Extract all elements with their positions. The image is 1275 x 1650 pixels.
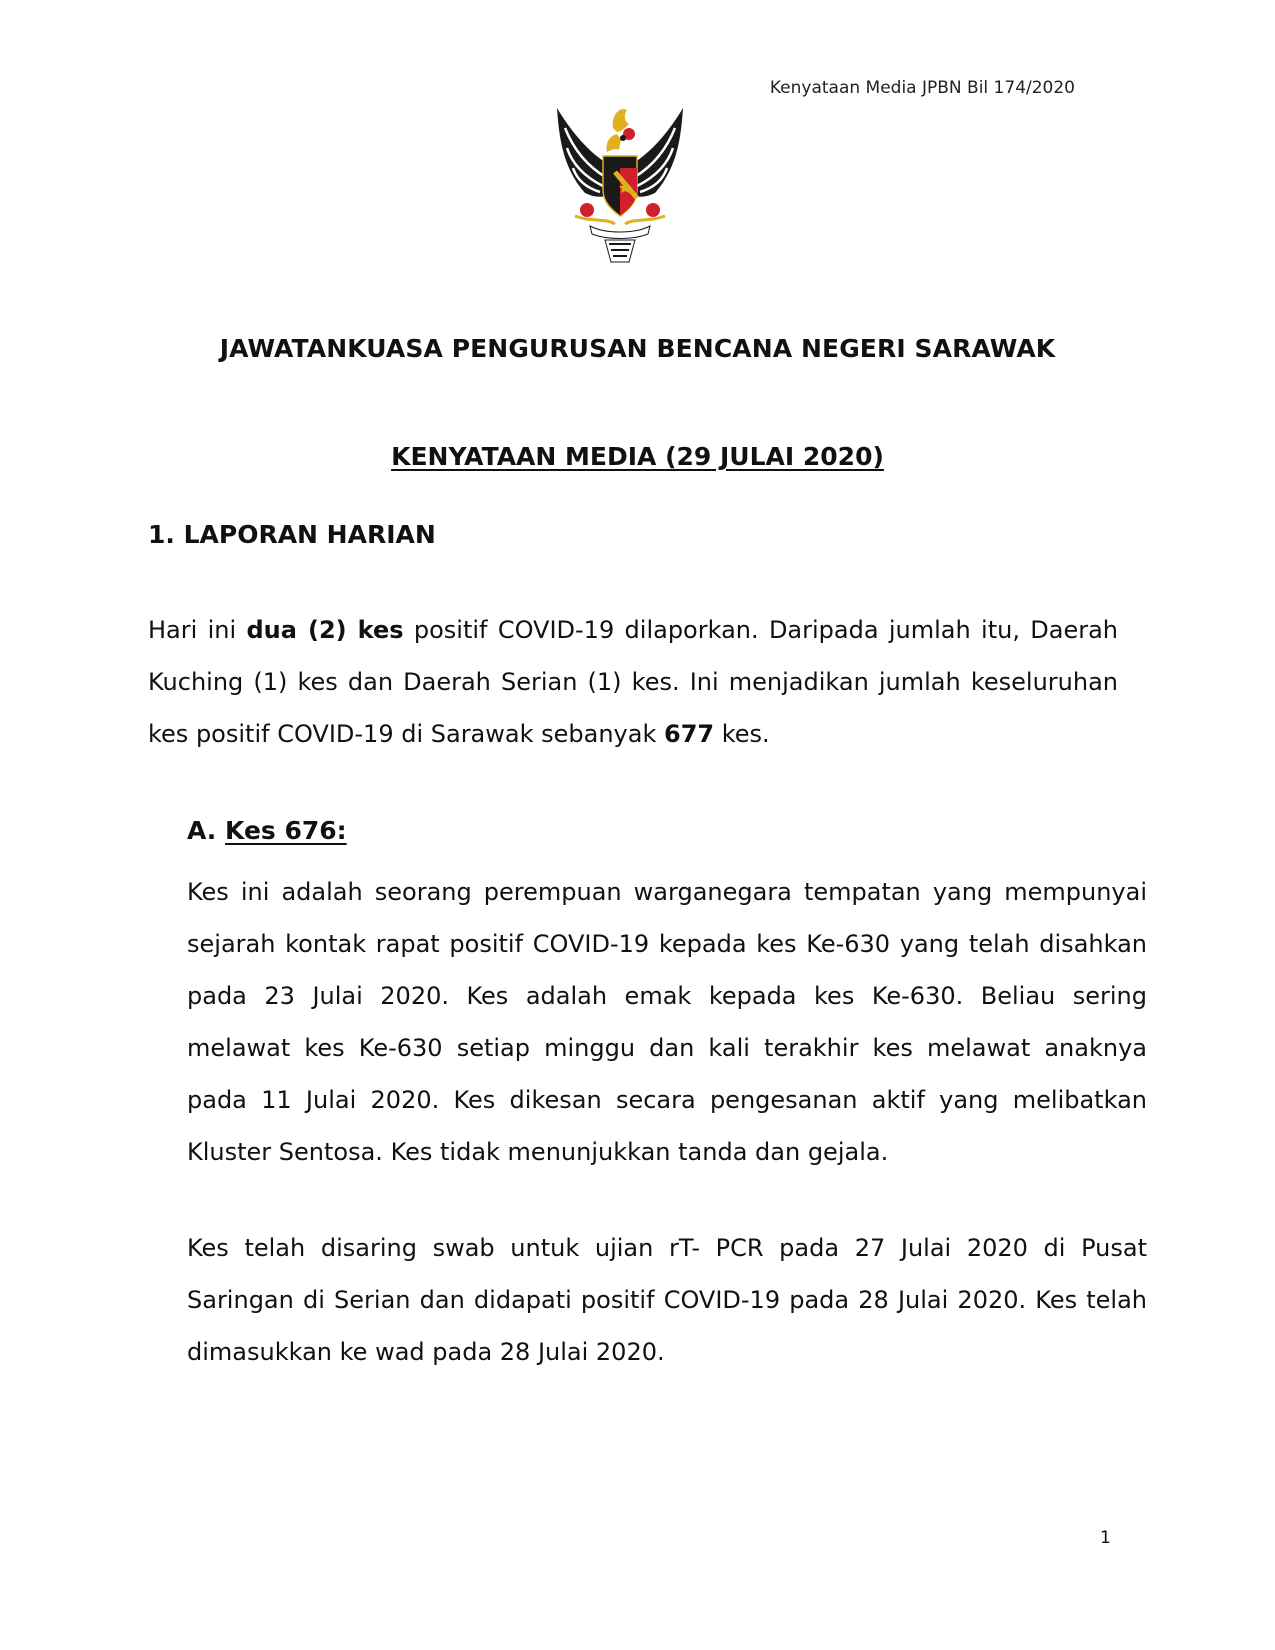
intro-text-2: positif COVID-19 dilaporkan. Daripada jumlah itu, Daerah Kuching (1) kes dan Daerah Serian (1) kes. Ini menjadikan jumlah keseluruhan kes positif COVID-19 di Sarawak sebanyak (148, 616, 1119, 748)
section-heading: 1. LAPORAN HARIAN (148, 520, 436, 549)
sarawak-coat-of-arms-icon (545, 98, 695, 268)
intro-text-3: kes. (714, 720, 770, 748)
case-prefix: A. (187, 816, 226, 845)
statement-title: KENYATAAN MEDIA (29 JULAI 2020) (391, 442, 884, 471)
page-number: 1 (1100, 1528, 1111, 1548)
document-reference: Kenyataan Media JPBN Bil 174/2020 (769, 78, 1075, 98)
case-title: Kes 676: (225, 816, 347, 845)
case-paragraph-1: Kes ini adalah seorang perempuan warganegara tempatan yang mempunyai sejarah kontak rapat positif COVID-19 kepada kes Ke-630 yang telah disahkan pada 23 Julai 2020. Kes adalah emak kepada kes Ke-630. Beliau sering melawat kes Ke-630 setiap minggu dan kali terakhir kes melawat anaknya pada 11 Julai 2020. Kes dikesan secara pengesanan aktif yang melibatkan Kluster Sentosa. Kes tidak menunjukkan tanda dan gejala. (187, 878, 1147, 1166)
intro-text-1: Hari ini (148, 616, 247, 644)
intro-bold-case-count: dua (2) kes (246, 616, 404, 644)
case-heading (187, 816, 347, 845)
intro-paragraph (148, 604, 1118, 760)
organization-title: JAWATANKUASA PENGURUSAN BENCANA NEGERI SARAWAK (219, 334, 1056, 363)
case-paragraph-2: Kes telah disaring swab untuk ujian rT- PCR pada 27 Julai 2020 di Pusat Saringan di Serian dan didapati positif COVID-19 pada 28 Julai 2020. Kes telah dimasukkan ke wad pada 28 Julai 2020. (187, 1234, 1147, 1366)
intro-bold-total: 677 (664, 720, 715, 748)
